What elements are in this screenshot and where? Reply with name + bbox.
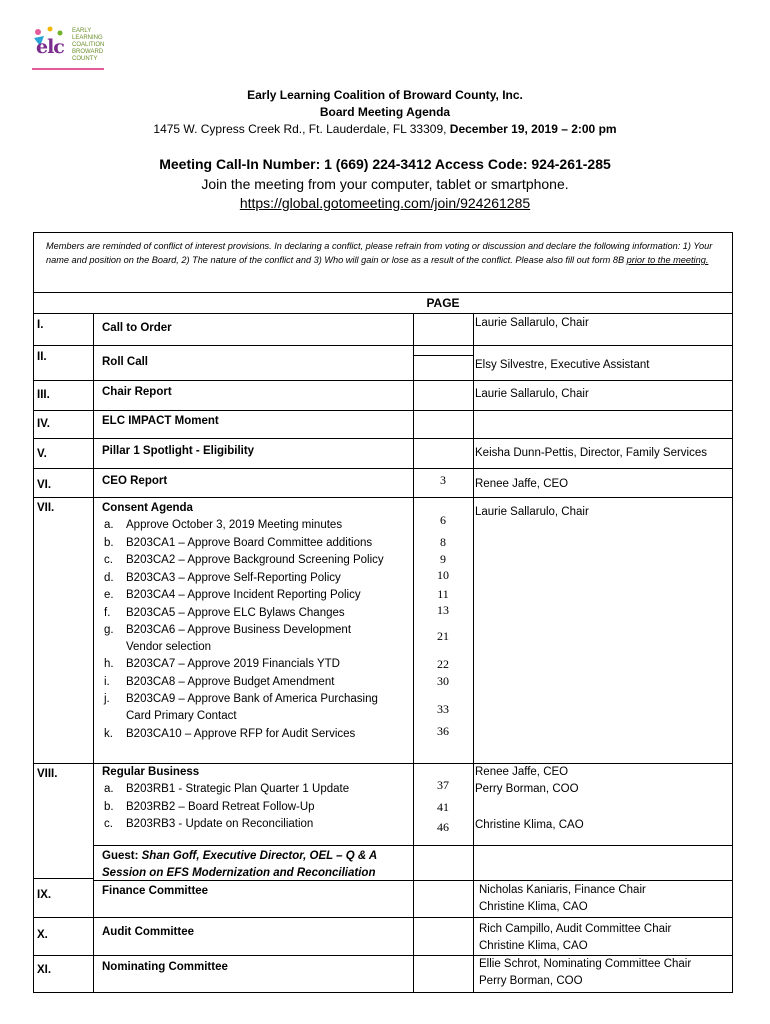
presenter: Perry Borman, COO [479, 975, 583, 987]
agenda-title: Board Meeting Agenda [319, 105, 451, 119]
row-number: VII. [37, 502, 55, 514]
presenter: Christine Klima, CAO [475, 819, 584, 831]
row-number: V. [37, 448, 47, 460]
consent-item: b. B203CA1 – Approve Board Committee additions [104, 537, 373, 549]
row-number: VIII. [37, 768, 58, 780]
consent-item-continued: Card Primary Contact [126, 710, 237, 722]
address-line: 1475 W. Cypress Creek Rd., Ft. Lauderdale, FL 33309, December 19, 2019 – 2:00 pm [153, 122, 617, 136]
consent-item: a. Approve October 3, 2019 Meeting minutes [104, 519, 343, 531]
logo-tagline: EARLY LEARNING COALITION BROWARD COUNTY [72, 28, 105, 62]
row-number: VI. [37, 479, 52, 491]
presenter: Elsy Silvestre, Executive Assistant [475, 359, 650, 371]
presenter: Laurie Sallarulo, Chair [475, 506, 589, 518]
page-number: 8 [440, 535, 446, 549]
presenter: Rich Campillo, Audit Committee Chair [479, 923, 672, 935]
row-number: X. [37, 929, 48, 941]
consent-item: j. B203CA9 – Approve Bank of America Purchasing [104, 693, 378, 705]
consent-item: d. B203CA3 – Approve Self-Reporting Policy [104, 572, 341, 584]
agenda-item-title: ELC IMPACT Moment [102, 415, 219, 427]
consent-item: h. B203CA7 – Approve 2019 Financials YTD [104, 658, 340, 670]
presenter: Renee Jaffe, CEO [475, 766, 569, 778]
logo-underline [32, 68, 104, 70]
page-number: 30 [437, 674, 449, 688]
row-number: XI. [37, 964, 52, 976]
presenter: Renee Jaffe, CEO [475, 478, 569, 490]
agenda-item-title: Pillar 1 Spotlight - Eligibility [102, 445, 255, 457]
page-number: 3 [440, 473, 446, 487]
page-number: 13 [437, 603, 449, 617]
org-name: Early Learning Coalition of Broward County, Inc. [247, 88, 523, 102]
presenter: Laurie Sallarulo, Chair [475, 388, 589, 400]
meeting-date: December 19, 2019 – 2:00 pm [449, 122, 617, 136]
agenda-item-title: Chair Report [102, 386, 172, 398]
page-number: 22 [437, 657, 449, 671]
consent-item: k. B203CA10 – Approve RFP for Audit Services [104, 728, 356, 740]
presenter: Christine Klima, CAO [479, 901, 588, 913]
consent-item: c. B203CA2 – Approve Background Screening Policy [104, 554, 384, 566]
presenter: Christine Klima, CAO [479, 940, 588, 952]
consent-item: i. B203CA8 – Approve Budget Amendment [104, 676, 335, 688]
consent-item-continued: Vendor selection [126, 641, 212, 653]
row-number: I. [37, 319, 44, 331]
join-message: Join the meeting from your computer, tablet or smartphone. [201, 176, 569, 192]
row-number: IV. [37, 418, 51, 430]
agenda-item-title: Regular Business [102, 766, 200, 778]
page-number: 36 [437, 724, 449, 738]
presenter: Perry Borman, COO [475, 783, 579, 795]
guest-line: Guest: Shan Goff, Executive Director, OEL – Q & A [102, 850, 378, 862]
page-number: 33 [437, 702, 449, 716]
page-column-header: PAGE [426, 296, 460, 310]
conflict-notice: Members are reminded of conflict of interest provisions. In declaring a conflict, please refrain from voting or discussion and declare the following information: 1) Your name and position on the Board, 2) The nature of the conflict and 3) Who will gain or lose as a result of the conflict. Please also fill out form 8B prior to the meeting. [33, 232, 733, 293]
presenter: Keisha Dunn-Pettis, Director, Family Services [475, 447, 707, 459]
row-number: III. [37, 389, 50, 401]
page-number: 41 [437, 800, 449, 814]
agenda-table [33, 293, 733, 993]
call-in-number: Meeting Call-In Number: 1 (669) 224-3412 Access Code: 924-261-285 [159, 156, 611, 172]
row-number: IX. [37, 889, 52, 901]
regular-item: c. B203RB3 - Update on Reconciliation [104, 818, 314, 830]
consent-item: g. B203CA6 – Approve Business Development [104, 624, 352, 636]
regular-item: b. B203RB2 – Board Retreat Follow-Up [104, 801, 315, 813]
agenda-item-title: Finance Committee [102, 885, 209, 897]
logo-letters: elc [36, 36, 64, 58]
consent-item: e. B203CA4 – Approve Incident Reporting Policy [104, 589, 361, 601]
presenter: Ellie Schrot, Nominating Committee Chair [479, 958, 692, 970]
agenda-item-title: Audit Committee [102, 926, 194, 938]
agenda-item-title: Call to Order [102, 322, 172, 334]
notice-emphasis: prior to the meeting. [626, 255, 709, 265]
page-number: 21 [437, 629, 449, 643]
agenda-item-title: Nominating Committee [102, 961, 228, 973]
regular-item: a. B203RB1 - Strategic Plan Quarter 1 Update [104, 783, 350, 795]
agenda-item-title: CEO Report [102, 475, 168, 487]
agenda-item-title: Roll Call [102, 356, 149, 368]
join-link[interactable]: https://global.gotomeeting.com/join/924261285 [239, 195, 531, 211]
presenter: Nicholas Kaniaris, Finance Chair [479, 884, 646, 896]
page-number: 46 [437, 820, 449, 834]
guest-line-continued: Session on EFS Modernization and Reconciliation [102, 867, 376, 879]
page-number: 6 [440, 513, 446, 527]
page-number: 37 [437, 778, 449, 792]
page-number: 11 [437, 587, 449, 601]
page-number: 10 [437, 568, 449, 582]
consent-item: f. B203CA5 – Approve ELC Bylaws Changes [104, 607, 345, 619]
page-number: 9 [440, 552, 446, 566]
elc-logo [30, 18, 110, 74]
agenda-item-title: Consent Agenda [102, 502, 193, 514]
row-number: II. [37, 351, 47, 363]
presenter: Laurie Sallarulo, Chair [475, 317, 589, 329]
